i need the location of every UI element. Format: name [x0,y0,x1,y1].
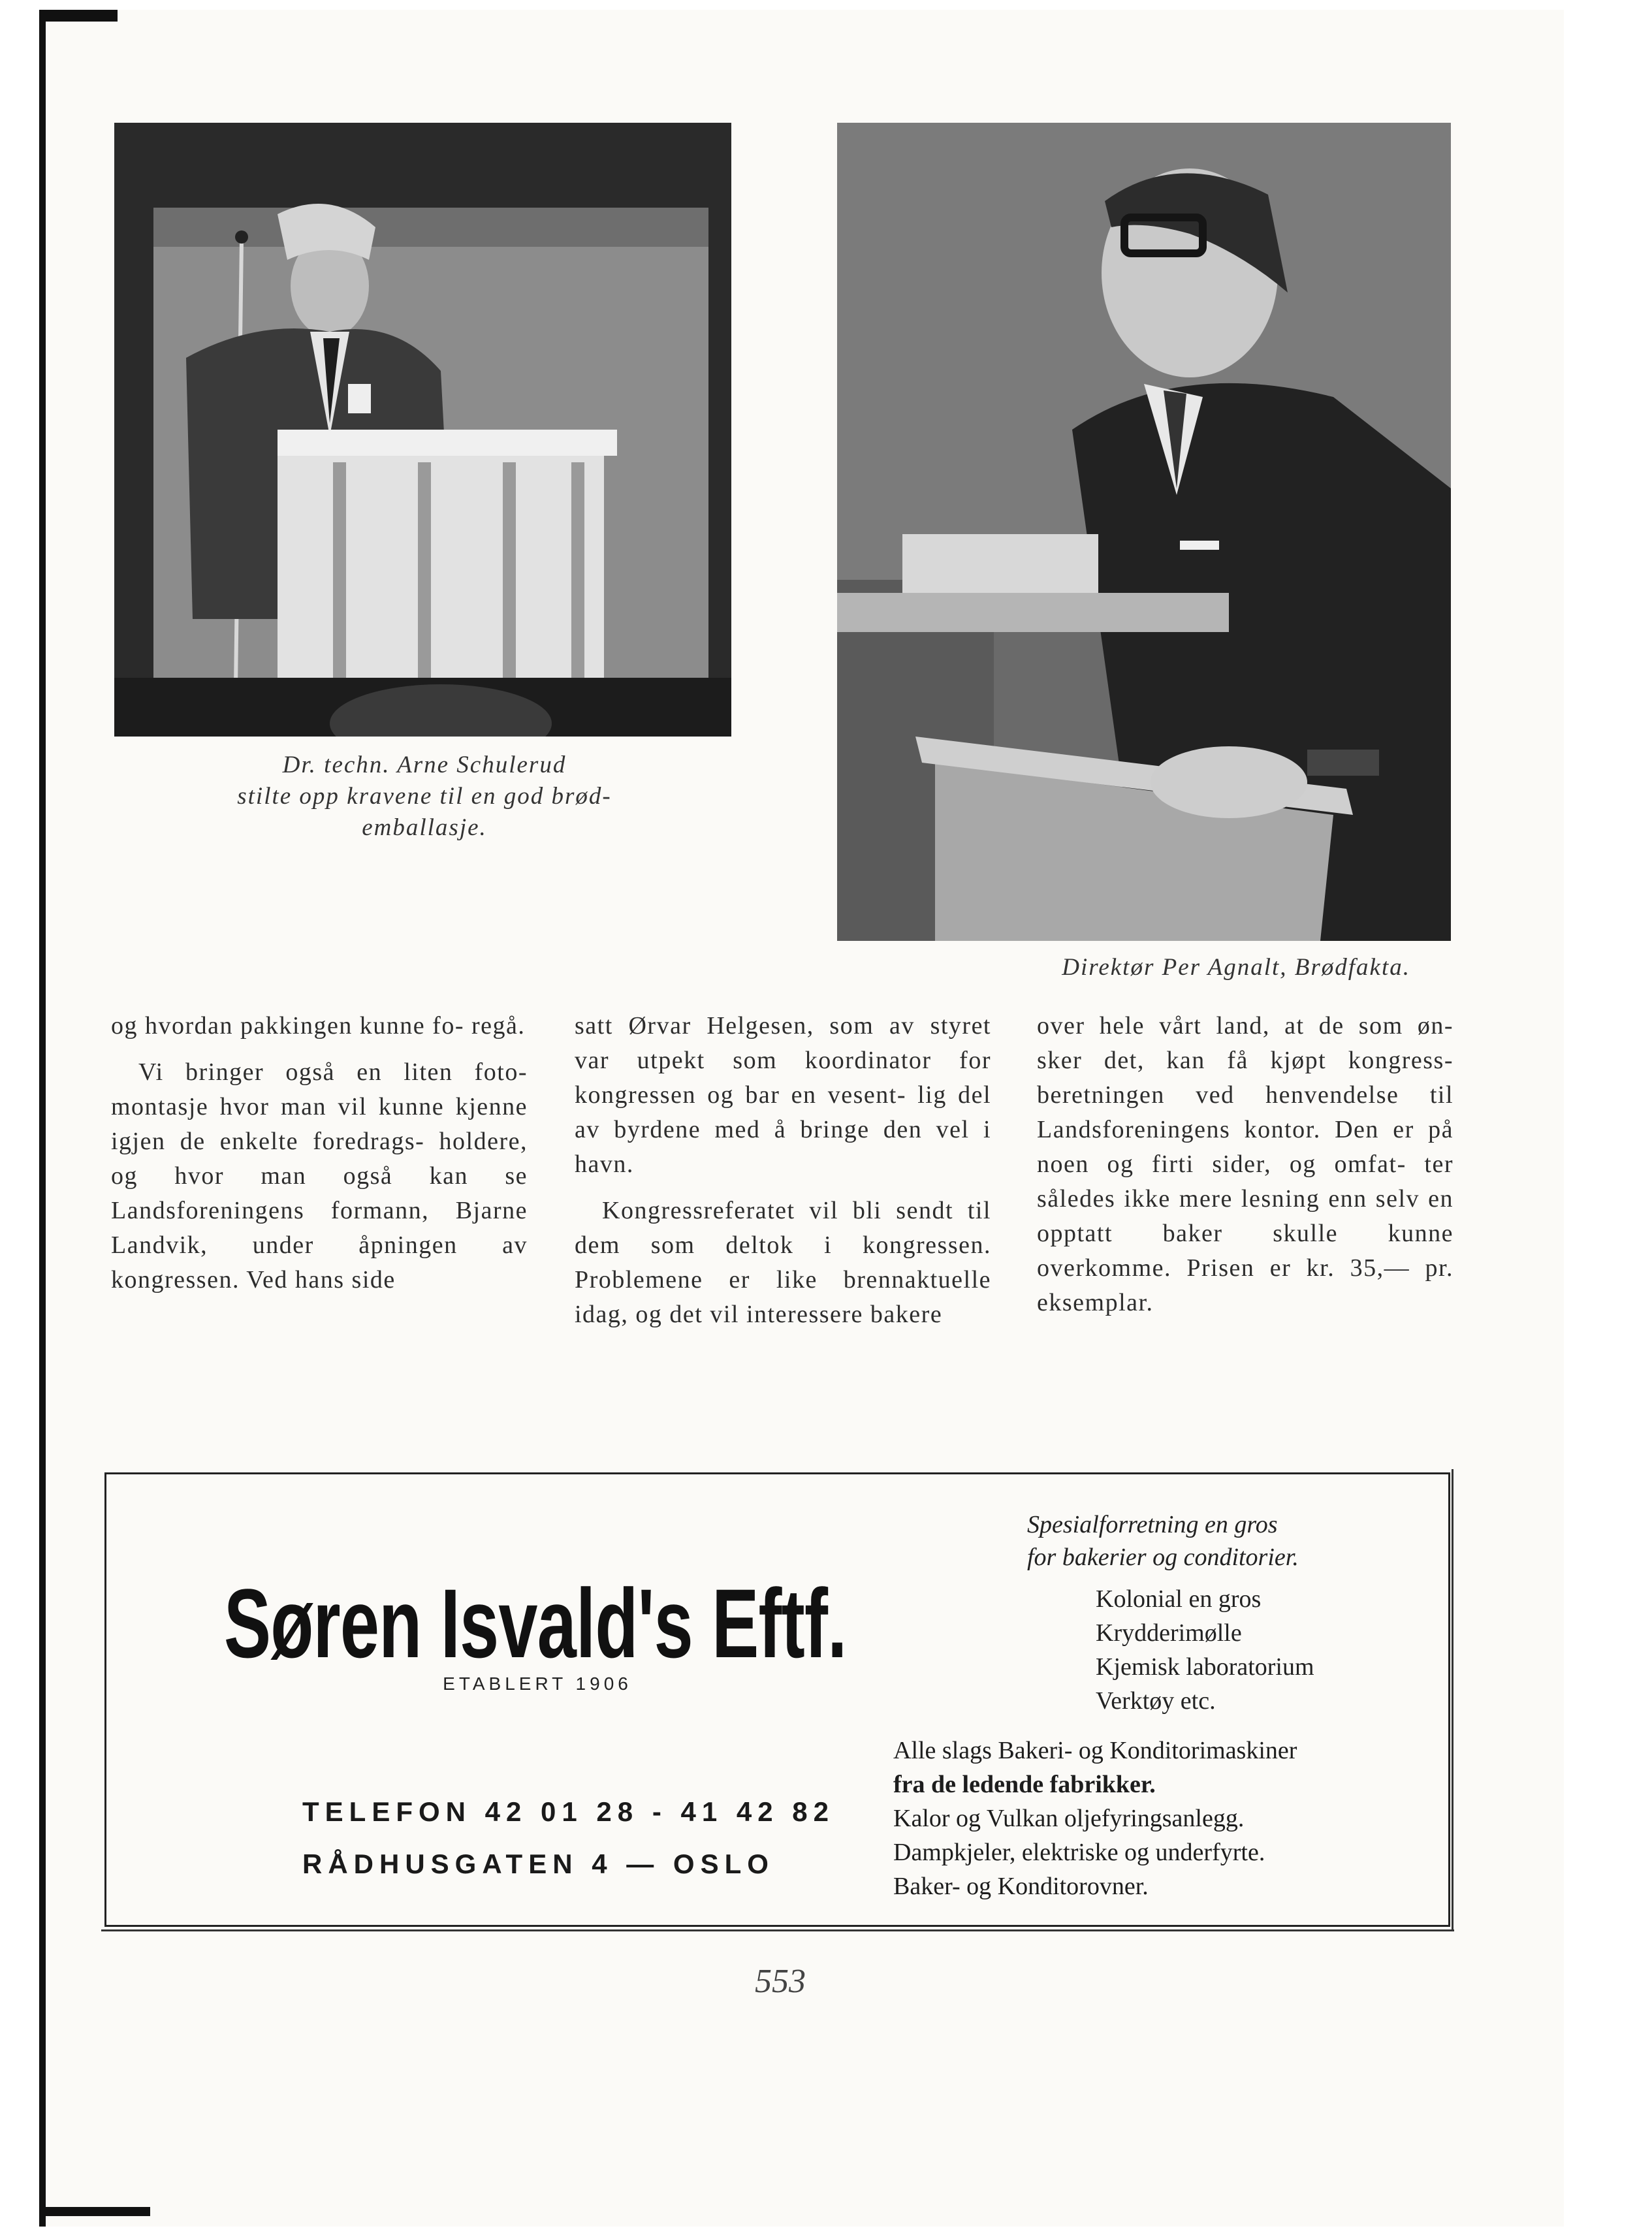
scan-edge-bottom [39,2207,150,2216]
ad-specialty-line-1: Spesialforretning en gros [1027,1511,1278,1538]
col1-paragraph-2: Vi bringer også en liten foto- montasje hvor man vil kunne kjenne igjen de enkelte foredrags- holdere, og hvor man også kan se Landsforeningens formann, Bjarne Landvik, under åpningen av kongressen. Ved hans side [111,1058,528,1293]
scan-edge-top [39,10,118,22]
col1-paragraph-1: og hvordan pakkingen kunne fo- regå. [111,1012,526,1039]
caption-left-line-2: stilte opp kravene til en god brød- [237,783,612,810]
ad-machines-line: fra de ledende fabrikker. [893,1771,1156,1798]
ad-shadow-rule-right [1452,1469,1453,1930]
photo-speaker-lectern [114,123,731,737]
scan-edge-left [39,10,46,2227]
ad-product-item: Verktøy etc. [1096,1687,1216,1715]
ad-company-name: Søren Isvald's Eftf. [224,1568,847,1678]
ad-machines-line: Kalor og Vulkan oljefyringsanlegg. [893,1805,1245,1832]
ad-product-list [1096,1582,1314,1718]
ad-specialty-line-2: for bakerier og conditorier. [1027,1544,1299,1571]
ad-address: RÅDHUSGATEN 4 — OSLO [302,1848,774,1879]
col2-paragraph-2: Kongressreferatet vil bli sendt til dem som deltok i kongressen. Problemene er like brennaktuelle idag, og det vil interessere bakere [575,1197,991,1328]
text-column-3 [1037,1009,1453,1332]
ad-shadow-rule-bottom [101,1929,1454,1931]
advertisement-box [104,1472,1450,1927]
ad-product-item: Krydderimølle [1096,1619,1242,1647]
ad-product-item: Kolonial en gros [1096,1585,1262,1613]
caption-right-photo: Direktør Per Agnalt, Brødfakta. [1062,954,1410,981]
ad-machines-line: Dampkjeler, elektriske og underfyrte. [893,1839,1265,1866]
caption-left-photo [163,750,686,844]
text-column-1 [111,1009,528,1309]
col3-paragraph-1: over hele vårt land, at de som øn- sker det, kan få kjøpt kongress- beretningen ved henvendelse til Landsforeningens kontor. Den er på noen og firti sider, og omfat- ter således ikke mere lesning enn selv en opptatt baker skulle kunne overkomme. Prisen er kr. 35,— pr. eksemplar. [1037,1012,1453,1316]
ad-established: ETABLERT 1906 [443,1674,632,1694]
caption-left-line-1: Dr. techn. Arne Schulerud [282,752,567,778]
caption-left-line-3: emballasje. [362,814,487,841]
ad-machines-line: Alle slags Bakeri- og Konditorimaskiner [893,1737,1297,1764]
page-number: 553 [755,1963,806,2000]
text-column-2 [575,1009,991,1344]
col2-paragraph-1: satt Ørvar Helgesen, som av styret var utpekt som koordinator for kongressen og bar en vesent- lig del av byrdene med å bringe den vel i havn. [575,1012,991,1178]
photo-director-speaking [837,123,1451,941]
ad-phone: TELEFON 42 01 28 - 41 42 82 [302,1796,834,1827]
ad-machines-line: Baker- og Konditorovner. [893,1873,1149,1900]
ad-machines-list [893,1734,1297,1903]
ad-product-item: Kjemisk laboratorium [1096,1653,1314,1681]
